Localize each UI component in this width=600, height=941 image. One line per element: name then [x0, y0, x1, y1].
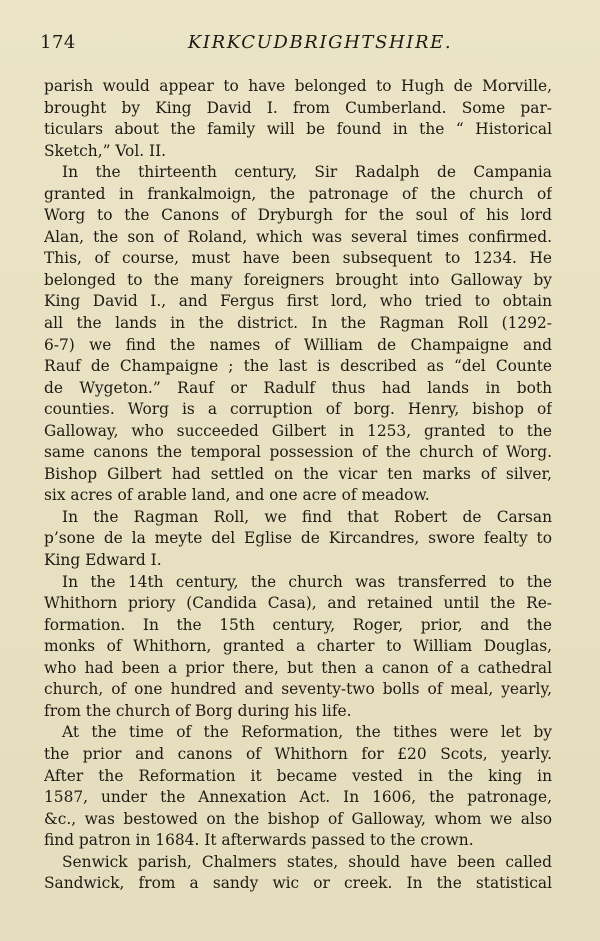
text-line: &c., was bestowed on the bishop of Galloway, whom we also — [44, 809, 552, 828]
text-line: At the time of the Reformation, the tithes were let by — [62, 723, 552, 742]
text-line: de Wygeton.” Rauf or Radulf thus had lands in both — [44, 378, 552, 397]
text-line: Worg to the Canons of Dryburgh for the soul of his lord — [44, 206, 552, 225]
text-line: This, of course, must have been subsequent to 1234. He — [44, 249, 552, 268]
text-line: After the Reformation it became vested in the king in — [44, 766, 552, 785]
text-line: from the church of Borg during his life. — [44, 701, 352, 720]
page-header — [40, 32, 560, 60]
text-line: p’sone de la meyte del Eglise de Kircandres, swore fealty to — [44, 529, 552, 548]
text-line: six acres of arable land, and one acre of meadow. — [44, 486, 430, 505]
text-line: belonged to the many foreigners brought into Galloway by — [44, 270, 552, 289]
text-line: ticulars about the family will be found in the “ Historical — [44, 120, 552, 139]
running-title: KIRKCUDBRIGHTSHIRE. — [187, 32, 453, 53]
text-line: 1587, under the Annexation Act. In 1606, the patronage, — [44, 788, 552, 807]
text-line: 6-7) we find the names of William de Champaigne and — [44, 335, 552, 354]
text-line: the prior and canons of Whithorn for £20 Scots, yearly. — [44, 744, 552, 763]
text-line: Sketch,” Vol. II. — [44, 141, 167, 160]
text-line: King David I., and Fergus first lord, who tried to obtain — [44, 292, 552, 311]
text-line: Bishop Gilbert had settled on the vicar ten marks of silver, — [44, 464, 552, 483]
text-line: In the Ragman Roll, we find that Robert de Carsan — [62, 507, 552, 526]
text-line: King Edward I. — [44, 551, 162, 570]
text-line: In the 14th century, the church was transferred to the — [62, 572, 552, 591]
text-line: parish would appear to have belonged to Hugh de Morville, — [44, 77, 552, 95]
text-line: Galloway, who succeeded Gilbert in 1253, granted to the — [44, 421, 552, 440]
page-number: 174 — [40, 32, 76, 53]
text-line: granted in frankalmoign, the patronage of the church of — [44, 184, 552, 203]
text-line: all the lands in the district. In the Ragman Roll (1292- — [44, 314, 552, 333]
text-line: In the thirteenth century, Sir Radalph de Campania — [62, 163, 552, 182]
text-line: Sandwick, from a sandy wic or creek. In the statistical — [44, 874, 552, 893]
text-line: who had been a prior there, but then a canon of a cathedral — [44, 658, 552, 677]
text-line: brought by King David I. from Cumberland. Some par- — [44, 98, 552, 117]
text-line: counties. Worg is a corruption of borg. Henry, bishop of — [44, 400, 552, 419]
text-line: find patron in 1684. It afterwards passed to the crown. — [44, 831, 474, 850]
text-line: Senwick parish, Chalmers states, should have been called — [62, 852, 552, 871]
text-line: Rauf de Champaigne ; the last is described as “del Counte — [44, 357, 552, 376]
text-line: Whithorn priory (Candida Casa), and retained until the Re- — [44, 594, 552, 613]
body-text — [44, 76, 552, 895]
text-line: formation. In the 15th century, Roger, prior, and the — [44, 615, 552, 634]
text-line: Alan, the son of Roland, which was several times confirmed. — [44, 227, 552, 246]
text-line: church, of one hundred and seventy-two bolls of meal, yearly, — [44, 680, 552, 699]
text-line: monks of Whithorn, granted a charter to William Douglas, — [44, 637, 552, 656]
text-line: same canons the temporal possession of the church of Worg. — [44, 443, 552, 462]
